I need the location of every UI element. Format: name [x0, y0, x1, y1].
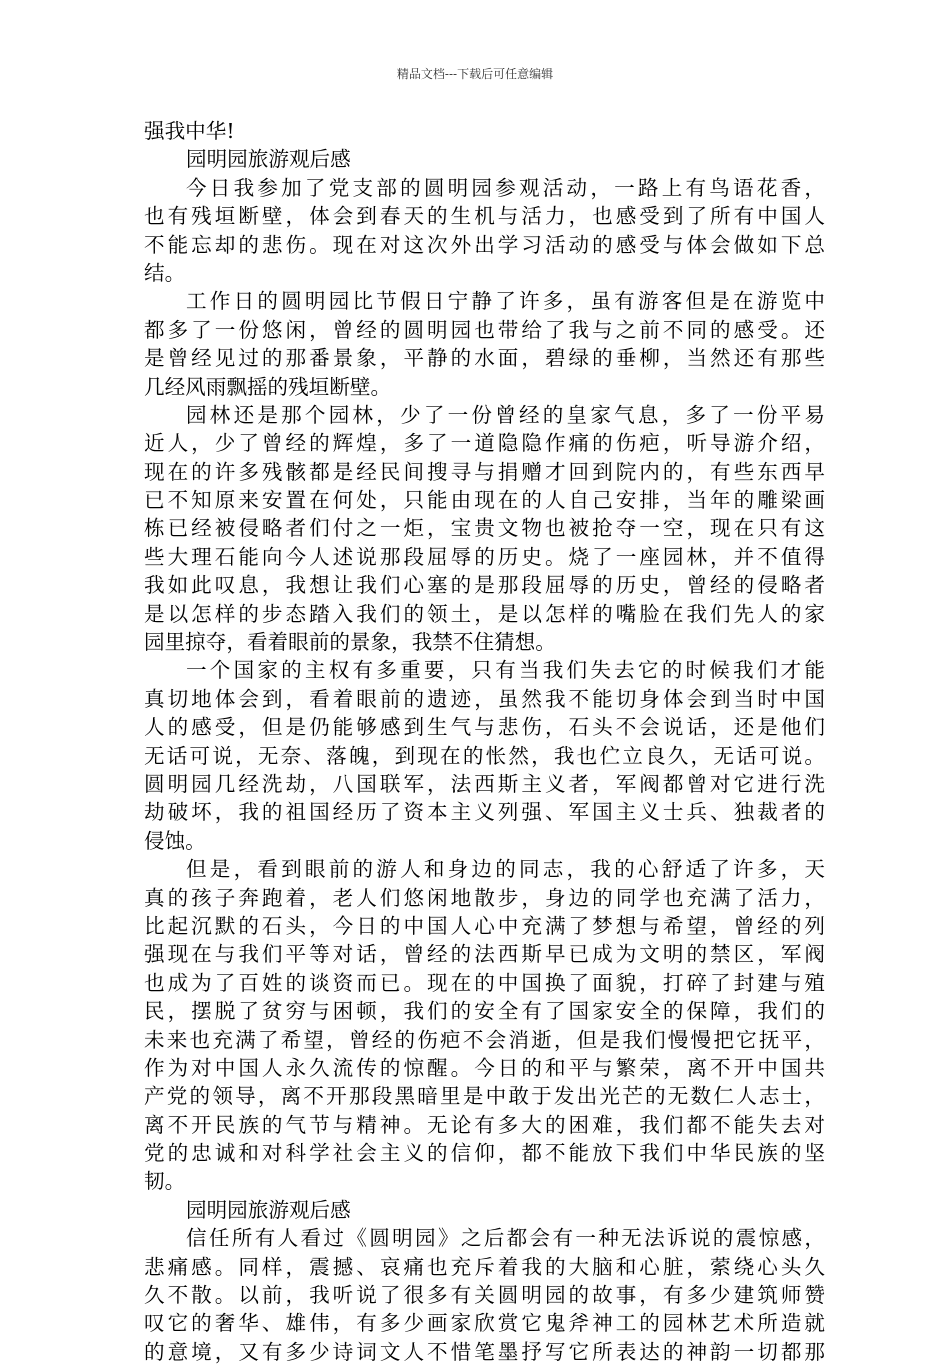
text-line: 园林还是那个园林，少了一份曾经的皇家气息，多了一份平易: [186, 402, 825, 427]
text-line: 民，摆脱了贫穷与困顿，我们的安全有了国家安全的保障，我们的: [144, 999, 825, 1024]
text-line: 一个国家的主权有多重要，只有当我们失去它的时候我们才能: [186, 658, 825, 683]
text-line: 产党的领导，离不开那段黑暗里是中敢于发出光芒的无数仁人志士，: [144, 1084, 825, 1109]
text-line: 是以怎样的步态踏入我们的领土，是以怎样的嘴脸在我们先人的家: [144, 601, 825, 626]
text-line: 作为对中国人永久流传的惊醒。今日的和平与繁荣，离不开中国共: [144, 1055, 825, 1080]
text-line: 也成为了百姓的谈资而已。现在的中国换了面貌，打碎了封建与殖: [144, 970, 825, 995]
text-line: 也有残垣断壁，体会到春天的生机与活力，也感受到了所有中国人: [144, 204, 825, 229]
text-line: 是曾经见过的那番景象，平静的水面，碧绿的垂柳，当然还有那些: [144, 346, 825, 371]
text-line: 强现在与我们平等对话，曾经的法西斯早已成为文明的禁区，军阀: [144, 942, 825, 967]
text-line: 的意境，又有多少诗词文人不惜笔墨抒写它所表达的神韵一切都那: [144, 1339, 825, 1364]
text-line: 侵蚀。: [144, 828, 206, 853]
document-body: [144, 117, 825, 1366]
text-line: 人的感受，但是仍能够感到生气与悲伤，石头不会说话，还是他们: [144, 715, 825, 740]
text-line: 现在的许多残骸都是经民间搜寻与捐赠才回到院内的，有些东西早: [144, 459, 825, 484]
text-line: 比起沉默的石头，今日的中国人心中充满了梦想与希望，曾经的列: [144, 913, 825, 938]
page-header: 精品文档---下载后可任意编辑: [396, 67, 554, 81]
text-line: 些大理石能向今人述说那段屈辱的历史。烧了一座园林，并不值得: [144, 544, 825, 569]
text-line: 栋已经被侵略者们付之一炬，宝贵文物也被抢夺一空，现在只有这: [144, 516, 825, 541]
text-line: 几经风雨飘摇的残垣断壁。: [144, 374, 392, 399]
text-line: 真切地体会到，看着眼前的遗迹，虽然我不能切身体会到当时中国: [144, 686, 825, 711]
text-line: 结。: [144, 260, 186, 285]
text-line: 园里掠夺，看着眼前的景象，我禁不住猜想。: [144, 630, 556, 655]
text-line: 劫破坏，我的祖国经历了资本主义列强、军国主义士兵、独裁者的: [144, 800, 825, 825]
text-line: 党的忠诚和对科学社会主义的信仰，都不能放下我们中华民族的坚: [144, 1141, 825, 1166]
text-line: 韧。: [144, 1169, 186, 1194]
text-line: 但是，看到眼前的游人和身边的同志，我的心舒适了许多，天: [186, 857, 825, 882]
text-line: 真的孩子奔跑着，老人们悠闲地散步，身边的同学也充满了活力，: [144, 885, 825, 910]
text-line: 近人，少了曾经的辉煌，多了一道隐隐作痛的伤疤，听导游介绍，: [144, 431, 825, 456]
text-line: 已不知原来安置在何处，只能由现在的人自己安排，当年的雕梁画: [144, 488, 825, 513]
text-line: 园明园旅游观后感: [186, 147, 351, 172]
text-line: 园明园旅游观后感: [186, 1197, 351, 1222]
text-line: 未来也充满了希望，曾经的伤疤不会消逝，但是我们慢慢把它抚平，: [144, 1027, 825, 1052]
text-line: 信任所有人看过《圆明园》之后都会有一种无法诉说的震惊感，: [186, 1226, 825, 1251]
text-line: 我如此叹息，我想让我们心塞的是那段屈辱的历史，曾经的侵略者: [144, 573, 825, 598]
text-line: 都多了一份悠闲，曾经的圆明园也带给了我与之前不同的感受。还: [144, 317, 825, 342]
text-line: 圆明园几经洗劫，八国联军，法西斯主义者，军阀都曾对它进行洗: [144, 771, 825, 796]
text-line: 悲痛感。同样，震撼、哀痛也充斥着我的大脑和心脏，萦绕心头久: [144, 1254, 825, 1279]
text-line: 工作日的圆明园比节假日宁静了许多，虽有游客但是在游览中: [186, 289, 825, 314]
text-line: 离不开民族的气节与精神。无论有多大的困难，我们都不能失去对: [144, 1112, 825, 1137]
text-line: 久不散。以前，我听说了很多有关圆明园的故事，有多少建筑师赞: [144, 1283, 825, 1308]
text-line: 强我中华!: [144, 119, 235, 143]
text-line: 今日我参加了党支部的圆明园参观活动，一路上有鸟语花香，: [186, 175, 825, 200]
text-line: 不能忘却的悲伤。现在对这次外出学习活动的感受与体会做如下总: [144, 232, 825, 257]
text-line: 无话可说，无奈、落魄，到现在的怅然，我也伫立良久，无话可说。: [144, 743, 825, 768]
text-line: 叹它的奢华、雄伟，有多少画家欣赏它鬼斧神工的园林艺术所造就: [144, 1311, 825, 1336]
